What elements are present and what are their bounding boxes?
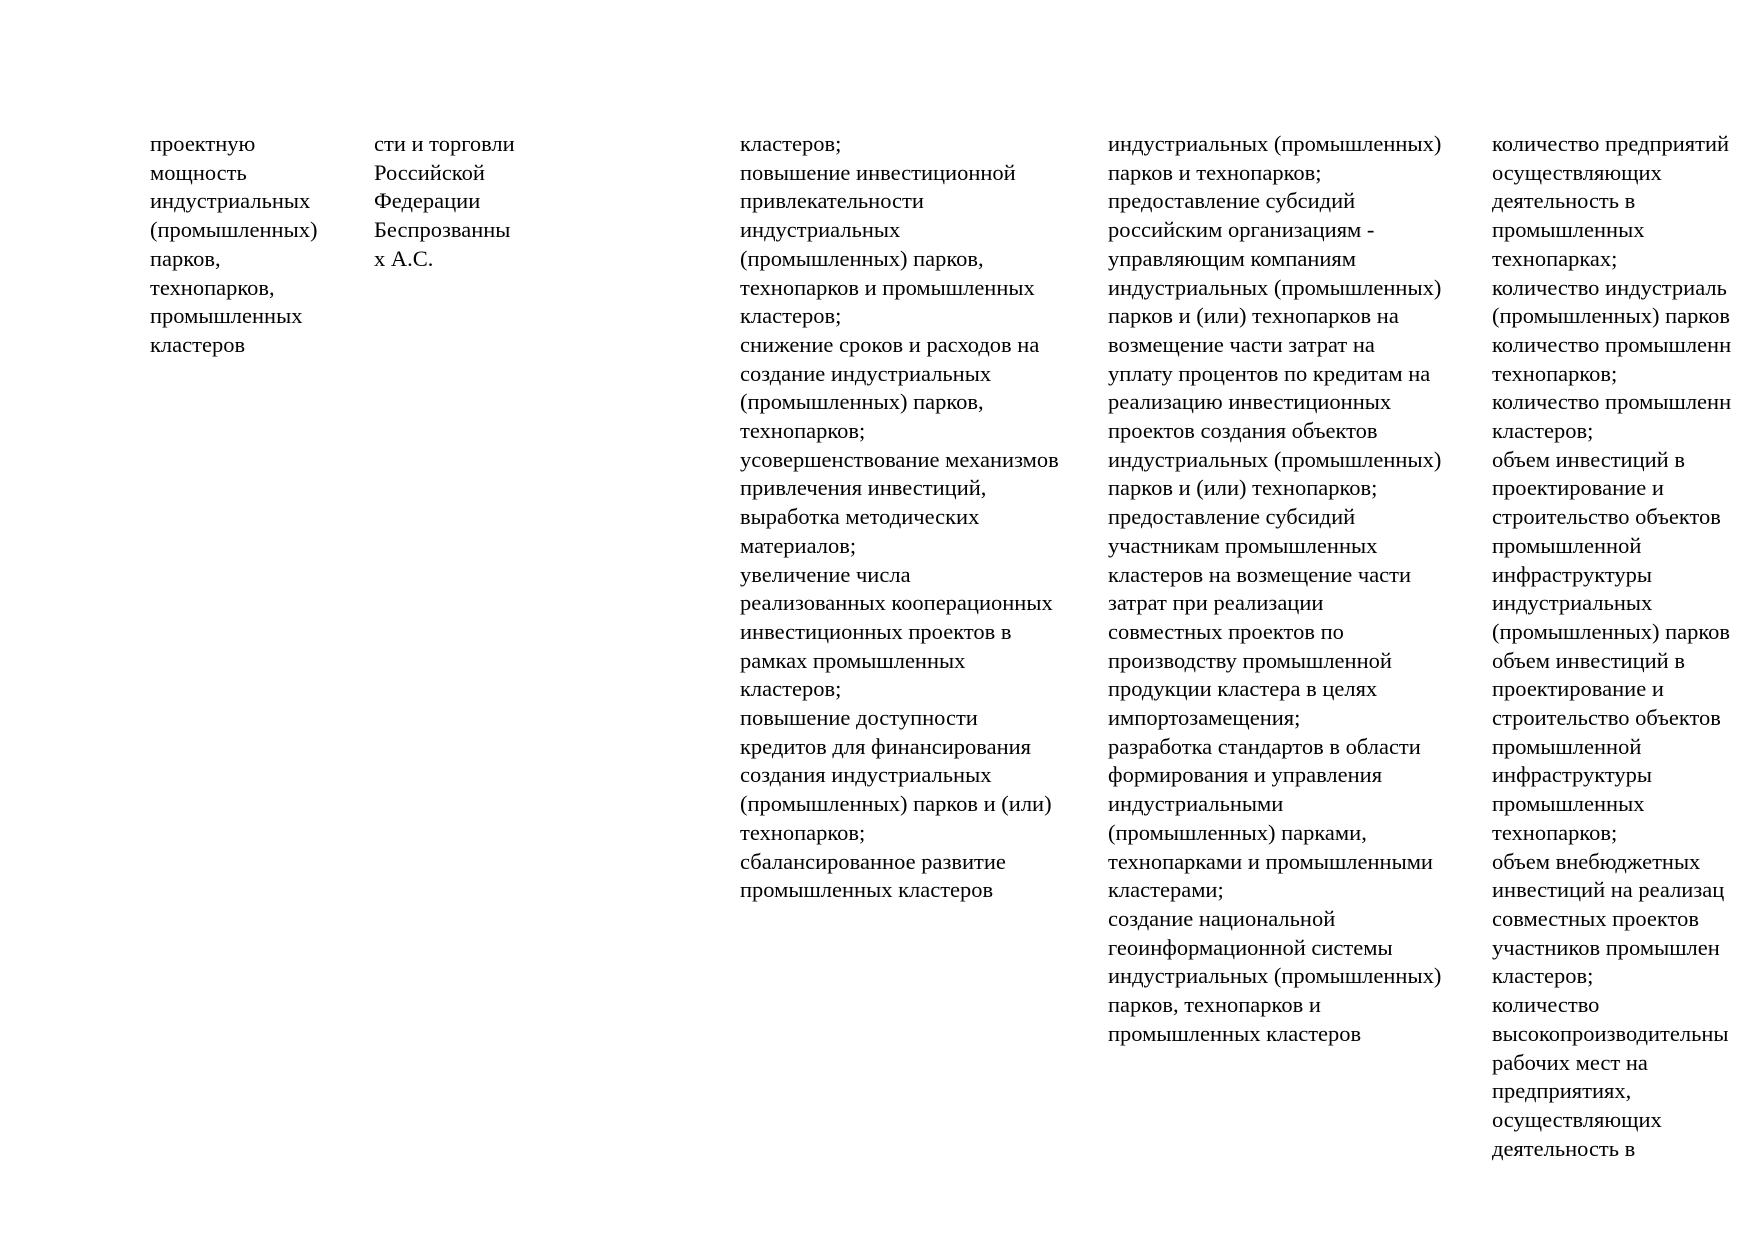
expected-results-cell-text: кластеров; повышение инвестиционной привлекательности индустриальных (промышленных) парков, технопарков и промышленных кластеров; снижение сроков и расходов на создание индустриальных (промышленных) парков, технопарков; усовершенствование механизмов привлечения инвестиций, выработка методических материалов; увеличение числа реализованных кооперационных инвестиционных проектов в рамках промышленных кластеров; повышение доступности кредитов для финансирования создания индустриальных (промышленных) парков и (или) технопарков; сбалансированное развитие промышленных кластеров [740, 131, 1059, 903]
indicator-cell-text: проектную мощность индустриальных (промышленных) парков, технопарков, промышленных кластеров [150, 131, 318, 357]
target-indicators-cell-text: количество предприятий осуществляющих деятельность в промышленных технопарках; количество индустриаль (промышленных) парков количество промышленн технопарков; количество промышленн кластеров; объем инвестиций в проектирование и строительство объектов промышленной инфраструктуры индустриальных (промышленных) парков объем инвестиций в проектирование и строительство объектов промышленной инфраструктуры промышленных технопарков; объем внебюджетных инвестиций на реализац совместных проектов участников промышлен кластеров; количество высокопроизводительны рабочих мест на предприятиях, осуществляющих деятельность в [1492, 131, 1732, 1161]
responsible-executor-cell-text: сти и торговли Российской Федерации Беспрозванны х А.С. [374, 131, 515, 271]
measures-cell-text: индустриальных (промышленных) парков и технопарков; предоставление субсидий российским организациям - управляющим компаниям индустриальных (промышленных) парков и (или) технопарков на возмещение части затрат на уплату процентов по кредитам на реализацию инвестиционных проектов создания объектов индустриальных (промышленных) парков и (или) технопарков; предоставление субсидий участникам промышленных кластеров на возмещение части затрат при реализации совместных проектов по производству промышленной продукции кластера в целях импортозамещения; разработка стандартов в области формирования и управления индустриальными (промышленных) парками, технопарками и промышленными кластерами; создание национальной геоинформационной системы индустриальных (промышленных) парков, технопарков и промышленных кластеров [1108, 131, 1442, 1046]
